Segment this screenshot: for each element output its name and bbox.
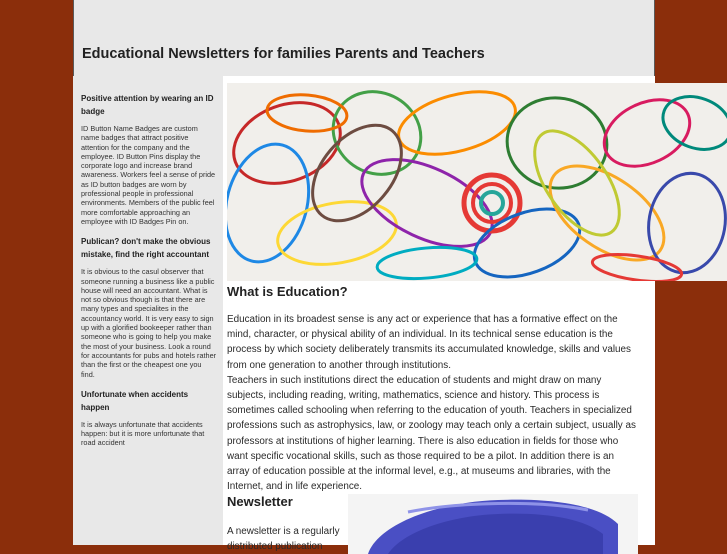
education-paragraph-2: Teachers in such institutions direct the education of students and might draw on many subjects, including reading, writing, mathematics, science and history. This process is sometimes called schooling when referring to the education of youth. Teachers in specialized professions such as astrophysics, law, or zoology may teach only a certain subject, usually as professors at institutions of higher learning. There is also education in fields for those who want specific vocational skills, such as those required to be a pilot. In addition there is an array of education possible at the informal level, e.g., at museums and libraries, with the Internet, and in life experience. xyxy=(227,374,636,493)
sidebar-text-accidents: It is always unfortunate that accidents happen: but it is more unfortunate that road accident xyxy=(81,419,205,448)
sidebar-text-accountant: It is obvious to the casul observer that someone running a business like a public house will need an accountant. What is not so obvious though is that there are many types and specialites in the accountancy world. It is very easy to sign up with a glorified bookeeper rather than someone who is going to help you make the most of your business. Look a round for accountants for pubs and hotels rather than the first or the cheapest one you find. xyxy=(81,267,217,379)
newsletter-section xyxy=(227,494,639,553)
newsletter-heading: Newsletter xyxy=(227,494,293,509)
education-paragraph-1: Education in its broadest sense is any act or experience that has a formative effect on the mind, character, or physical ability of an individual. In its technical sense education is the process by which society deliberately transmits its accumulated knowledge, skills and values from one generation to another through institutions. xyxy=(227,314,631,371)
site-header xyxy=(73,0,655,76)
rubber-bands-image xyxy=(227,83,727,281)
stapler-image xyxy=(348,494,638,554)
site-title: Educational Newsletters for families Parents and Teachers xyxy=(82,46,485,62)
sidebar-heading-id-badge[interactable]: Positive attention by wearing an ID badge xyxy=(81,94,214,116)
sidebar-heading-accountant[interactable]: Publican? don't make the obvious mistake, find the right accountant xyxy=(81,237,211,260)
sidebar-heading-accidents[interactable]: Unfortunate when accidents happen xyxy=(81,389,189,412)
newsletter-text: A newsletter is a regularly distributed publication xyxy=(227,526,340,553)
main-content xyxy=(227,281,639,553)
sidebar xyxy=(73,76,223,545)
sidebar-text-id-badge: ID Button Name Badges are custom name badges that attract positive attention for the company and the employee. ID Button Pins display the corporate logo and increase brand awareness. Workers feel a sense of pride as ID button badges are worn by professional people in professional environments. Members of the public feel more comfortable approaching an employee with ID Badges Pin on. xyxy=(81,124,216,226)
education-heading: What is Education? xyxy=(227,284,348,299)
